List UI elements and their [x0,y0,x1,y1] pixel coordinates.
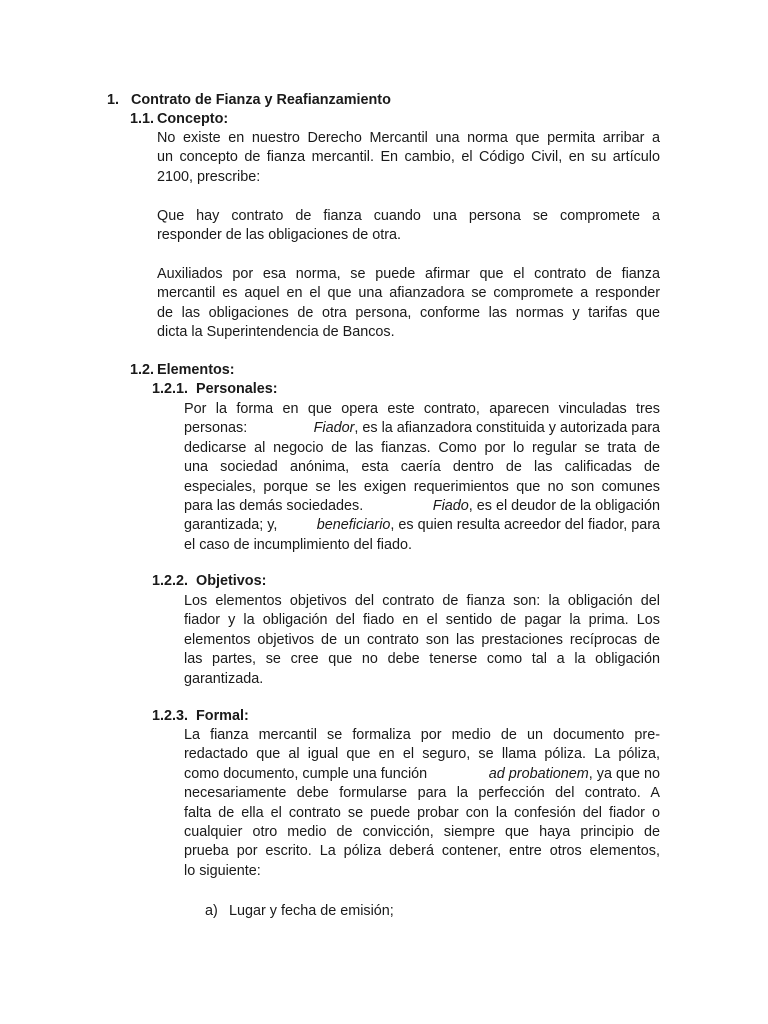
paragraph-line: prueba por escrito. La póliza deberá contener, entre otros elementos, [184,843,660,860]
text-fragment: como documento, cumple una función [184,765,428,782]
paragraph-line: redactado que al igual que en el seguro, se llama póliza. La póliza, [184,746,660,763]
paragraph-line [184,497,660,516]
paragraph-line: fiador y la obligación del fiado en el sentido de pagar la prima. Los [184,612,660,629]
section-1-2-2-heading [152,572,266,591]
section-1-1-title: Concepto: [157,111,229,127]
paragraph-line: el caso de incumplimiento del fiado. [184,536,412,553]
text-fragment: , es la afianzadora constituida y autorizada para [354,420,660,437]
section-1-2-3-number: 1.2.3. [152,708,189,724]
section-1-2-3-title: Formal: [196,708,249,724]
list-marker: a) [205,903,218,919]
paragraph-line: No existe en nuestro Derecho Mercantil una norma que permita arribar a [157,130,660,146]
paragraph-line: una sociedad anónima, esta caería dentro de las calificadas de [184,459,660,476]
concepto-paragraph-2 [157,207,660,246]
paragraph-line: un concepto de fianza mercantil. En cambio, el Código Civil, en su artículo [157,149,660,166]
section-1-2-2-title: Objetivos: [196,573,267,589]
personales-paragraph [184,400,660,555]
paragraph-line: de las obligaciones de otra persona, conforme las normas y tarifas que [157,304,660,321]
paragraph-line: garantizada. [184,670,264,687]
section-1-heading [107,91,391,110]
section-1-2-1-number: 1.2.1. [152,381,189,397]
paragraph-line: dedicarse al negocio de las fianzas. Como por lo regular se trata de [184,439,660,456]
list-item-a [205,902,394,921]
paragraph-line: Por la forma en que opera este contrato, aparecen vinculadas tres [184,401,660,417]
paragraph-line: mercantil es aquel en el que una afianzadora se compromete a responder [157,285,660,302]
text-fragment: , es quien resulta acreedor del fiador, para [390,517,660,534]
paragraph-line: necesariamente debe formularse para la perfección del contrato. A [184,785,660,802]
paragraph-line: las partes, se cree que no debe tenerse como tal a la obligación [184,651,660,668]
section-1-2-title: Elementos: [157,362,235,378]
paragraph-line: Los elementos objetivos del contrato de fianza son: la obligación del [184,593,660,609]
section-1-2-1-title: Personales: [196,381,278,397]
concepto-paragraph-1 [157,129,660,187]
text-fragment [489,765,660,784]
text-fragment: para las demás sociedades. [184,497,364,514]
italic-term: ad probationem [488,765,589,782]
paragraph-line [184,419,660,438]
text-fragment: , ya que no [588,765,660,782]
text-fragment: personas: [184,420,248,437]
italic-term: beneficiario [316,517,391,534]
section-1-number: 1. [107,92,120,108]
formal-paragraph [184,726,660,881]
section-1-2-1-heading [152,380,278,399]
paragraph-line: Que hay contrato de fianza cuando una persona se compromete a [157,208,660,224]
objetivos-paragraph [184,592,660,689]
paragraph-line: cualquier otro medio de convicción, siempre que haya principio de [184,823,660,840]
italic-term: Fiado [432,497,469,514]
section-1-1-heading [130,110,228,129]
paragraph-line: Auxiliados por esa norma, se puede afirmar que el contrato de fianza [157,266,660,282]
concepto-paragraph-3 [157,265,660,343]
paragraph-line [184,516,660,535]
text-fragment [433,497,660,516]
text-fragment [314,419,660,438]
paragraph-line: 2100, prescribe: [157,168,261,185]
paragraph-line: responder de las obligaciones de otra. [157,227,402,244]
text-fragment [317,516,660,535]
paragraph-line: lo siguiente: [184,862,261,879]
text-fragment: , es el deudor de la obligación [468,497,660,514]
section-1-2-2-number: 1.2.2. [152,573,189,589]
section-1-title: Contrato de Fianza y Reafianzamiento [131,92,391,108]
paragraph-line: falta de ella el contrato se puede probar con la confesión del fiador o [184,804,660,821]
list-item-text: Lugar y fecha de emisión; [229,903,394,919]
section-1-2-3-heading [152,707,249,726]
paragraph-line: especiales, porque se les exigen requerimientos que no son comunes [184,478,660,495]
section-1-2-heading [130,361,235,380]
paragraph-line: elementos objetivos de un contrato son las prestaciones recíprocas de [184,631,660,648]
paragraph-line: La fianza mercantil se formaliza por medio de un documento pre- [184,727,660,743]
italic-term: Fiador [313,420,355,437]
text-fragment: garantizada; y, [184,517,278,534]
paragraph-line: dicta la Superintendencia de Bancos. [157,324,395,341]
section-1-2-number: 1.2. [130,362,155,378]
section-1-1-number: 1.1. [130,111,155,127]
paragraph-line [184,765,660,784]
